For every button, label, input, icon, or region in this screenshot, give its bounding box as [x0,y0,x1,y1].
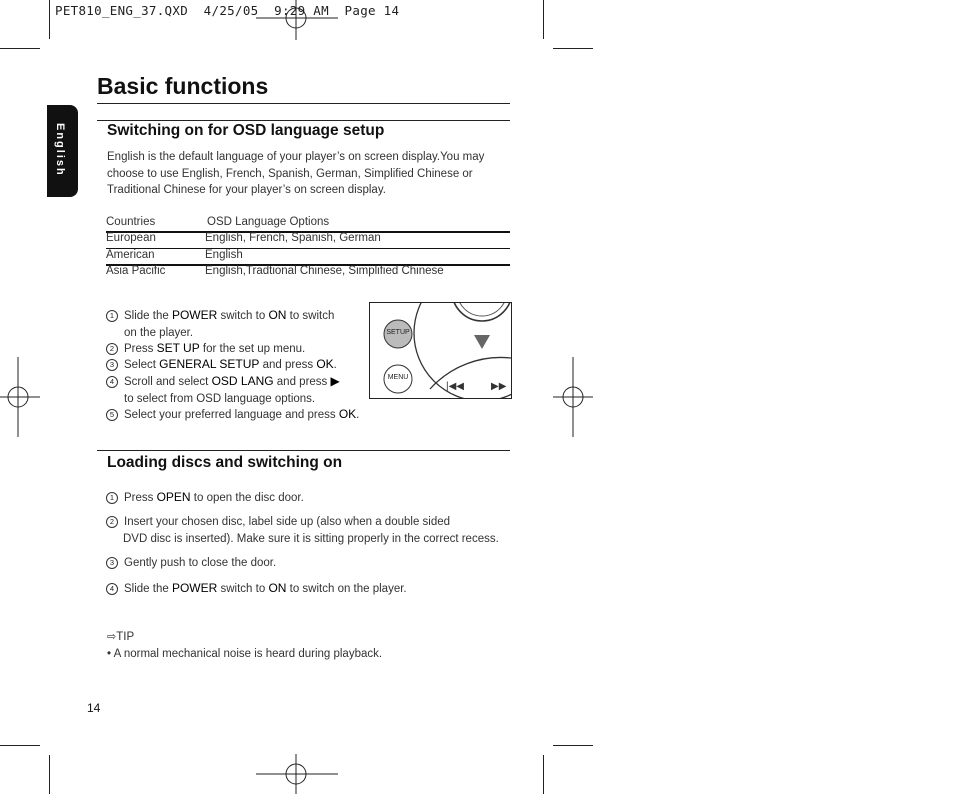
loading-step-2 [106,514,499,547]
step-continuation: on the player. [124,326,194,339]
step-text: Scroll and select [124,376,212,388]
tip-block [107,629,382,662]
table-row [106,249,510,265]
step-text: Gently push to close the door. [124,557,277,569]
menu-button-label: MENU [387,374,409,381]
step-text: Select your preferred language and press [124,409,339,421]
table-cell: English, French, Spanish, German [205,232,381,244]
tip-header [107,629,382,646]
step-continuation: DVD disc is inserted). Make sure it is sitting properly in the correct recess. [123,532,499,545]
keyword: SET UP [156,341,200,355]
keyword: ON [268,581,287,595]
next-track-icon: ▶▶ [491,381,507,392]
step-text: switch to [217,583,269,595]
step-continuation: to select from OSD language options. [124,392,316,405]
table-cell: English,Tradtional Chinese, Simplified Chinese [205,265,444,277]
language-tab-label: English [54,123,66,177]
page-title: Basic functions [97,73,269,99]
step-text: Press [124,492,157,504]
page-number: 14 [87,701,101,715]
loading-step-1 [106,489,304,507]
remote-control-illustration [369,302,512,399]
loading-step-4 [106,580,407,598]
step-text: Select [124,359,160,371]
step-number: 2 [106,516,118,528]
step-text: to open the disc door. [190,492,304,504]
table-header-row [106,216,510,232]
step-number: 4 [106,583,118,595]
registration-mark-left [0,357,40,437]
table-cell: American [106,249,155,261]
setup-step-1 [106,307,334,341]
step-number: 1 [106,310,118,322]
registration-mark-right [553,357,593,437]
section1-rule [97,120,510,121]
table-cell: English [205,249,243,261]
loading-step-3 [106,555,276,572]
step-text: . [333,359,337,371]
tip-label: TIP [116,631,135,643]
table-row [106,232,510,248]
step-number: 5 [106,409,118,421]
step-text: Slide the [124,310,172,322]
table-row [106,265,510,281]
keyword: POWER [171,308,218,322]
setup-step-3 [106,356,337,374]
keyword: OPEN [156,490,191,504]
language-side-tab [47,105,78,197]
keyword: OSD LANG [211,374,274,388]
step-number: 4 [106,376,118,388]
section2-heading: Loading discs and switching on [107,454,343,471]
keyword: OK [316,357,334,371]
registration-mark-bottom [256,754,338,794]
step-text: for the set up menu. [199,343,306,355]
setup-button-label: SETUP [386,329,410,336]
step-text: and press [273,376,331,388]
tip-arrow-icon: ⇨ [107,631,117,643]
step-text: Press [124,343,157,355]
step-text: Slide the [124,583,172,595]
step-text: to switch [286,310,335,322]
setup-step-4 [106,373,340,407]
step-text: Insert your chosen disc, label side up (also when a double sided [124,516,451,528]
keyword: ON [268,308,287,322]
table-header-countries: Countries [106,216,156,228]
remote-drawing [370,303,511,398]
keyword: OK [338,407,357,421]
setup-step-2 [106,340,305,358]
print-slug: PET810_ENG_37.QXD 4/25/05 9:29 AM Page 14 [55,3,400,18]
step-number: 2 [106,343,118,355]
table-cell: European [106,232,156,244]
previous-track-icon: |◀◀ [446,381,464,392]
tip-text: • A normal mechanical noise is heard during playback. [107,647,383,660]
step-text: switch to [217,310,269,322]
keyword: GENERAL SETUP [159,357,260,371]
step-number: 1 [106,492,118,504]
right-arrow-icon: ▶ [330,374,340,388]
table-cell: Asia Pacific [106,265,166,277]
keyword: POWER [171,581,218,595]
step-text: to switch on the player. [286,583,407,595]
setup-step-5 [106,406,359,424]
step-number: 3 [106,359,118,371]
table-header-options: OSD Language Options [207,216,330,228]
step-text: and press [259,359,317,371]
title-rule [97,103,510,104]
section1-heading: Switching on for OSD language setup [107,122,385,139]
step-number: 3 [106,557,118,569]
step-text: . [356,409,360,421]
section2-rule [97,450,510,451]
section1-intro: English is the default language of your player’s on screen display.You may choose to use English, French, Spanish, German, Simplified Chinese or Traditional Chinese for your player’s on screen display. [107,151,485,196]
registration-mark-top [256,0,338,40]
